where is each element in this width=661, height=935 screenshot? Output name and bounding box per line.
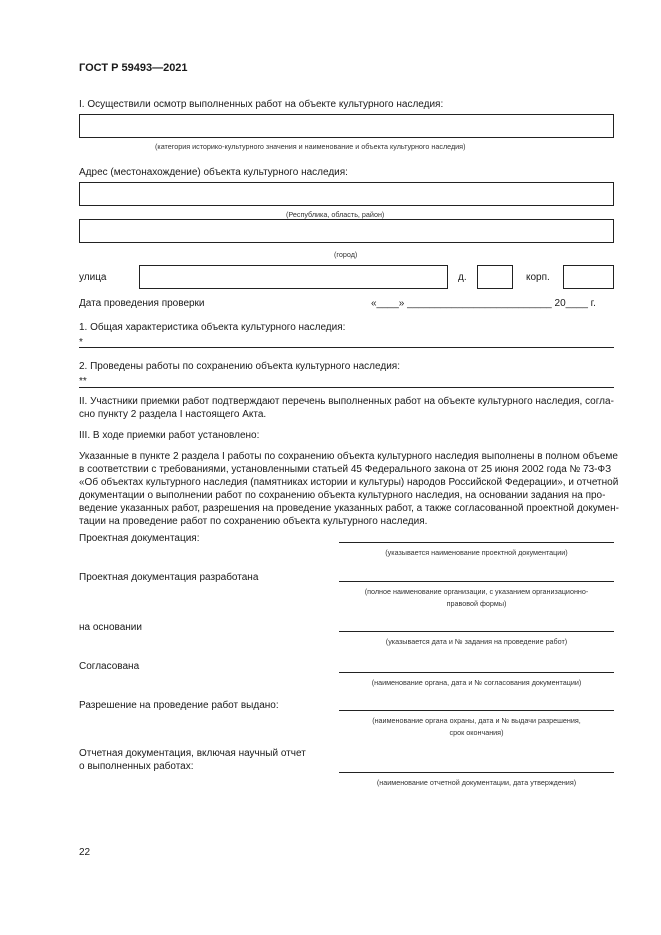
section1-intro: I. Осуществили осмотр выполненных работ на объекте культурного наследия: xyxy=(79,99,444,110)
region-caption: (Республика, область, район) xyxy=(286,210,385,219)
paragraph-line: ведение указанных работ, разрешения на проведение указанных работ, а также согласованной проектной докумен- xyxy=(79,503,619,514)
agreed-line[interactable] xyxy=(339,672,614,673)
project-doc-label: Проектная документация: xyxy=(79,533,200,544)
project-doc-caption: (указывается наименование проектной документации) xyxy=(385,548,568,557)
item1-line[interactable] xyxy=(79,347,614,348)
object-name-caption: (категория историко-культурного значения и наименование и объекта культурного наследия) xyxy=(155,142,466,151)
city-caption: (город) xyxy=(334,250,358,259)
project-doc-line[interactable] xyxy=(339,542,614,543)
report-label-2: о выполненных работах: xyxy=(79,761,194,772)
house-field[interactable] xyxy=(477,265,513,289)
item1-label: 1. Общая характеристика объекта культурного наследия: xyxy=(79,322,346,333)
agreed-caption: (наименование органа, дата и № согласования документации) xyxy=(371,678,582,687)
basis-line[interactable] xyxy=(339,631,614,632)
developed-line[interactable] xyxy=(339,581,614,582)
building-label: корп. xyxy=(526,272,550,283)
basis-label: на основании xyxy=(79,622,142,633)
permit-caption-1: (наименование органа охраны, дата и № выдачи разрешения, xyxy=(372,716,581,725)
developed-caption-2: правовой формы) xyxy=(446,599,507,608)
paragraph-line: Указанные в пункте 2 раздела I работы по сохранению объекта культурного наследия выполнены в полном объеме xyxy=(79,451,618,462)
item2-line[interactable] xyxy=(79,387,614,388)
developed-label: Проектная документация разработана xyxy=(79,572,259,583)
city-field[interactable] xyxy=(79,219,614,243)
section3-title: III. В ходе приемки работ установлено: xyxy=(79,430,260,441)
house-label: д. xyxy=(458,272,467,283)
paragraph-line: тации на проведение работ по сохранению объекта культурного наследия. xyxy=(79,516,428,527)
document-code: ГОСТ Р 59493—2021 xyxy=(79,62,188,74)
street-field[interactable] xyxy=(139,265,448,289)
building-field[interactable] xyxy=(563,265,614,289)
report-label-1: Отчетная документация, включая научный отчет xyxy=(79,748,306,759)
section3-paragraph xyxy=(79,450,619,528)
developed-caption-1: (полное наименование организации, с указанием организационно- xyxy=(364,587,589,596)
report-line[interactable] xyxy=(339,772,614,773)
page-number: 22 xyxy=(79,847,91,858)
section2-line2: сно пункту 2 раздела I настоящего Акта. xyxy=(79,409,267,420)
permit-label: Разрешение на проведение работ выдано: xyxy=(79,700,279,711)
basis-caption: (указывается дата и № задания на проведение работ) xyxy=(385,637,568,646)
item2-label: 2. Проведены работы по сохранению объекта культурного наследия: xyxy=(79,361,400,372)
inspection-date-field[interactable]: «____» __________________________ 20____ г. xyxy=(371,298,596,309)
item1-footnote-mark: * xyxy=(79,337,83,348)
paragraph-line: в соответствии с требованиями, установленными статьей 45 Федерального закона от 25 июня 2002 года № 73-ФЗ xyxy=(79,464,612,475)
report-caption: (наименование отчетной документации, дата утверждения) xyxy=(376,778,577,787)
item2-footnote-mark: ** xyxy=(79,376,87,387)
paragraph-line: документации о выполнении работ по сохранению объекта культурного наследия, на основании задания на про- xyxy=(79,490,606,501)
paragraph-line: «Об объектах культурного наследия (памятниках истории и культуры) народов Российской Федерации», и отчетной xyxy=(79,477,619,488)
region-field[interactable] xyxy=(79,182,614,206)
address-label: Адрес (местонахождение) объекта культурного наследия: xyxy=(79,167,348,178)
section2-line1: II. Участники приемки работ подтверждают перечень выполненных работ на объекте культурного наследия, согла- xyxy=(79,396,614,407)
street-label: улица xyxy=(79,272,107,283)
permit-line[interactable] xyxy=(339,710,614,711)
permit-caption-2: срок окончания) xyxy=(449,728,504,737)
inspection-date-label: Дата проведения проверки xyxy=(79,298,205,309)
object-name-field[interactable] xyxy=(79,114,614,138)
agreed-label: Согласована xyxy=(79,661,140,672)
